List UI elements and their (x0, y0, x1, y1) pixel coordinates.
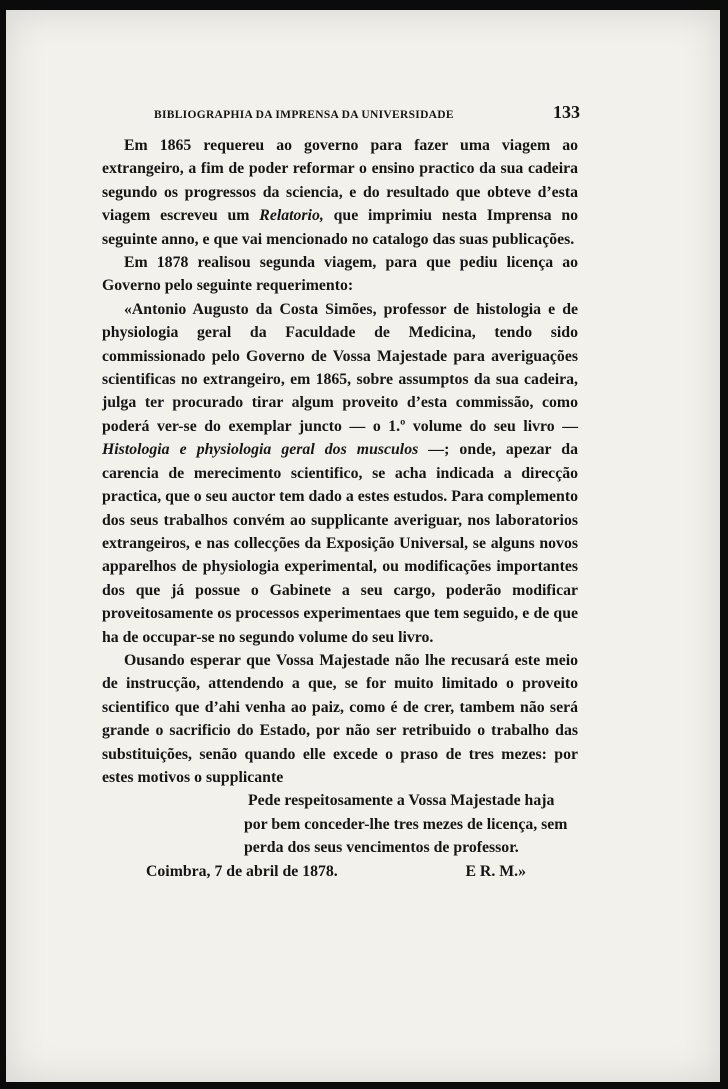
p3-text-b: —; onde, apezar da carencia de merecimento scientifico, se acha indicada a direcção practica, que o seu auctor tem dado a estes estudos. Para complemento dos seus trabalhos convém ao supplicante averiguar, nos laboratorios extrangeiros, e nas collecções da Exposição Universal, se alguns novos apparelhos de physiologia experimental, ou modificações importantes dos que já possue o Gabinete a seu cargo, poderão modificar proveitosamente os processos experimentaes que tem seguido, e de que ha de occupar-se no segundo volume do seu livro. (102, 441, 578, 646)
closing-line (102, 860, 578, 883)
p1-text-b: que imprimiu nesta Imprensa no seguinte anno, e que vai mencionado no catalogo das suas publicações. (102, 207, 579, 248)
p3-italic-title: Histologia e physiologia geral dos musculos (102, 441, 419, 459)
page-number: 133 (553, 102, 580, 122)
paragraph-4: Ousando esperar que Vossa Majestade não lhe recusará este meio de instrucção, attendendo a que, se for muito limitado o proveito scientifico que d’ahi venha ao paiz, como é de crer, tambem não será grande o sacrificio do Estado, por não ser retribuido o trabalho das substituições, senão quando elle excede o praso de tres mezes: por estes motivos o supplicante (102, 651, 578, 786)
signoff-line-3: perda dos seus vencimentos de professor. (244, 839, 519, 857)
p3-text-a: «Antonio Augusto da Costa Simões, professor de histologia e de physiologia geral da Faculdade de Medicina, tendo sido commissionado pelo Governo de Vossa Majestade para averiguações scientificas no extrangeiro, em 1865, sobre assumptos da sua cadeira, julga ter procurado tirar algum proveito d’esta commissão, como poderá ver-se do exemplar juncto — o 1.º volume do seu livro — (102, 300, 578, 435)
closing-erm: E R. M.» (465, 862, 526, 880)
closing-place-date: Coimbra, 7 de abril de 1878. (146, 862, 338, 880)
p1-italic-title: Relatorio, (259, 207, 324, 225)
p1-text-a: Em 1865 requereu ao governo para fazer uma viagem ao extrangeiro, a fim de poder reformar o ensino practico da sua cadeira segundo os progressos da sciencia, e do resultado que obteve d’esta viagem escreveu um (102, 137, 578, 225)
paragraph-3-request (102, 298, 578, 649)
paragraph-2: Em 1878 realisou segunda viagem, para que pediu licença ao Governo pelo seguinte requerimento: (102, 254, 578, 295)
paragraph-1 (102, 134, 578, 251)
body-text (102, 134, 578, 883)
running-title: BIBLIOGRAPHIA DA IMPRENSA DA UNIVERSIDADE (154, 109, 454, 121)
running-header (154, 102, 580, 123)
signoff-block (102, 789, 578, 859)
book-page (6, 10, 720, 1082)
signoff-line-2: por bem conceder-lhe tres mezes de licença, sem (244, 815, 568, 833)
signoff-line-1: Pede respeitosamente a Vossa Majestade haja (248, 792, 555, 810)
